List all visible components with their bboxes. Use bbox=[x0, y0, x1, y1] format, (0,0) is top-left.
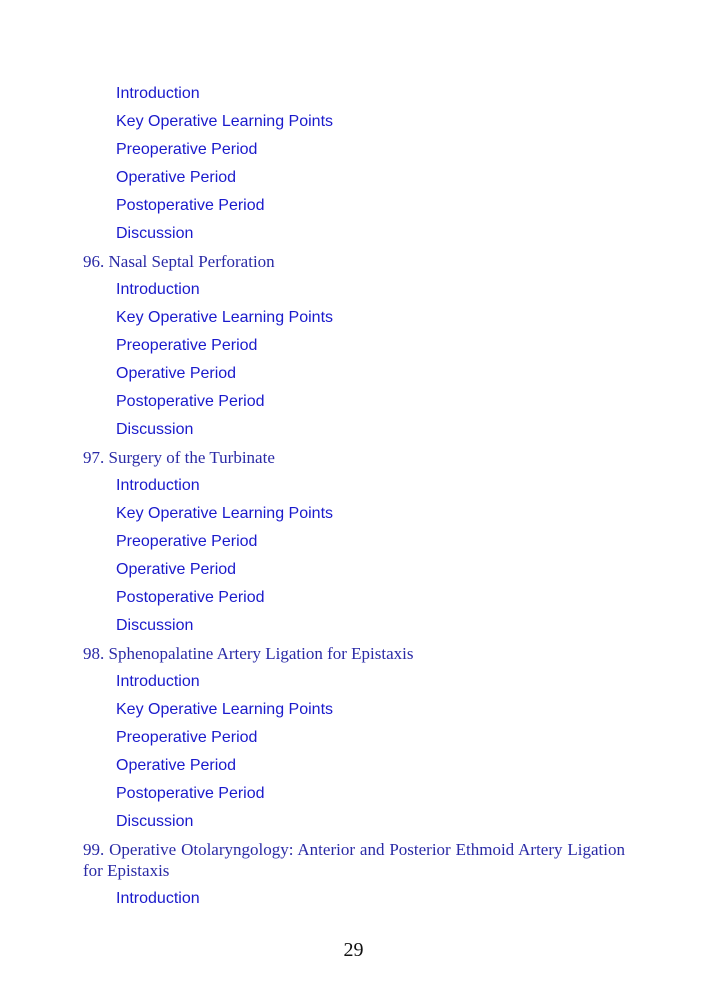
toc-subitem-list bbox=[116, 276, 625, 444]
toc-subitem-preoperative[interactable]: Preoperative Period bbox=[116, 533, 258, 550]
toc-subitem-introduction[interactable]: Introduction bbox=[116, 890, 200, 907]
table-of-contents bbox=[83, 80, 625, 913]
chapter-title-97[interactable]: 97. Surgery of the Turbinate bbox=[83, 448, 275, 467]
toc-subitem-key-points[interactable]: Key Operative Learning Points bbox=[116, 505, 334, 522]
toc-subitem-list bbox=[116, 668, 625, 836]
toc-subitem-list bbox=[116, 80, 625, 248]
toc-subitem-discussion[interactable]: Discussion bbox=[116, 225, 194, 242]
toc-subitem-discussion[interactable]: Discussion bbox=[116, 421, 194, 438]
toc-subitem-list bbox=[116, 885, 625, 913]
toc-chapter-96 bbox=[83, 248, 625, 444]
toc-subitem-key-points[interactable]: Key Operative Learning Points bbox=[116, 701, 334, 718]
toc-subitem-introduction[interactable]: Introduction bbox=[116, 673, 200, 690]
toc-subitem-list bbox=[116, 472, 625, 640]
toc-leading-group bbox=[83, 80, 625, 248]
toc-subitem-operative[interactable]: Operative Period bbox=[116, 561, 237, 578]
toc-subitem-introduction[interactable]: Introduction bbox=[116, 477, 200, 494]
toc-chapter-99 bbox=[83, 836, 625, 913]
toc-subitem-operative[interactable]: Operative Period bbox=[116, 169, 237, 186]
toc-subitem-preoperative[interactable]: Preoperative Period bbox=[116, 337, 258, 354]
toc-subitem-discussion[interactable]: Discussion bbox=[116, 617, 194, 634]
toc-subitem-key-points[interactable]: Key Operative Learning Points bbox=[116, 309, 334, 326]
toc-subitem-postoperative[interactable]: Postoperative Period bbox=[116, 197, 265, 214]
toc-subitem-introduction[interactable]: Introduction bbox=[116, 281, 200, 298]
toc-subitem-postoperative[interactable]: Postoperative Period bbox=[116, 393, 265, 410]
chapter-title-98[interactable]: 98. Sphenopalatine Artery Ligation for Epistaxis bbox=[83, 644, 414, 663]
chapter-title-99[interactable]: 99. Operative Otolaryngology: Anterior and Posterior Ethmoid Artery Ligation for Epistaxis bbox=[83, 840, 625, 880]
toc-subitem-introduction[interactable]: Introduction bbox=[116, 85, 200, 102]
toc-subitem-postoperative[interactable]: Postoperative Period bbox=[116, 589, 265, 606]
toc-subitem-preoperative[interactable]: Preoperative Period bbox=[116, 141, 258, 158]
toc-subitem-operative[interactable]: Operative Period bbox=[116, 757, 237, 774]
toc-chapter-98 bbox=[83, 640, 625, 836]
toc-subitem-postoperative[interactable]: Postoperative Period bbox=[116, 785, 265, 802]
page-number: 29 bbox=[343, 939, 364, 961]
toc-subitem-operative[interactable]: Operative Period bbox=[116, 365, 237, 382]
toc-subitem-preoperative[interactable]: Preoperative Period bbox=[116, 729, 258, 746]
toc-chapter-97 bbox=[83, 444, 625, 640]
chapter-title-96[interactable]: 96. Nasal Septal Perforation bbox=[83, 252, 275, 271]
toc-subitem-discussion[interactable]: Discussion bbox=[116, 813, 194, 830]
toc-subitem-key-points[interactable]: Key Operative Learning Points bbox=[116, 113, 334, 130]
